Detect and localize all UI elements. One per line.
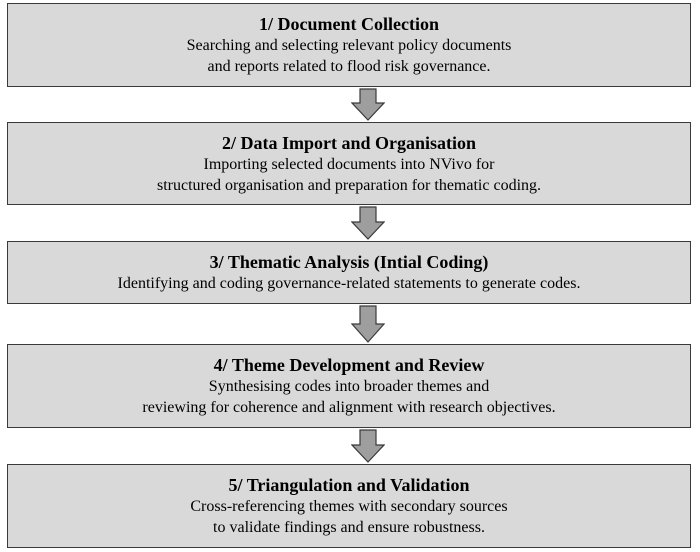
step-box-document-collection — [7, 3, 691, 87]
step-description-line: and reports related to flood risk governance. — [207, 58, 491, 75]
step-description-line: Importing selected documents into NVivo for — [203, 155, 495, 173]
down-arrow-icon — [351, 305, 385, 343]
down-arrow-icon — [351, 429, 385, 463]
step-description-line: to validate findings and ensure robustness. — [213, 519, 485, 536]
down-arrow-icon — [351, 88, 385, 121]
step-box-theme-development — [7, 344, 691, 428]
step-title: 3/ Thematic Analysis (Intial Coding) — [209, 252, 489, 272]
step-description-line: reviewing for coherence and alignment with research objectives. — [142, 399, 556, 416]
step-description-line: Cross-referencing themes with secondary sources — [190, 498, 508, 515]
step-title: 4/ Theme Development and Review — [213, 355, 485, 375]
step-title: 2/ Data Import and Organisation — [221, 132, 477, 153]
step-description-line: structured organisation and preparation for thematic coding. — [156, 176, 542, 194]
step-box-triangulation — [7, 464, 691, 548]
step-description-line: Synthesising codes into broader themes and — [208, 378, 490, 395]
step-title: 5/ Triangulation and Validation — [228, 475, 470, 495]
step-box-thematic-analysis — [7, 241, 691, 304]
down-arrow-icon — [351, 206, 385, 240]
step-box-data-import — [7, 122, 691, 205]
step-description-line: Searching and selecting relevant policy documents — [186, 37, 512, 54]
step-title: 1/ Document Collection — [259, 14, 439, 34]
step-description-line: Identifying and coding governance-related statements to generate codes. — [117, 275, 581, 292]
